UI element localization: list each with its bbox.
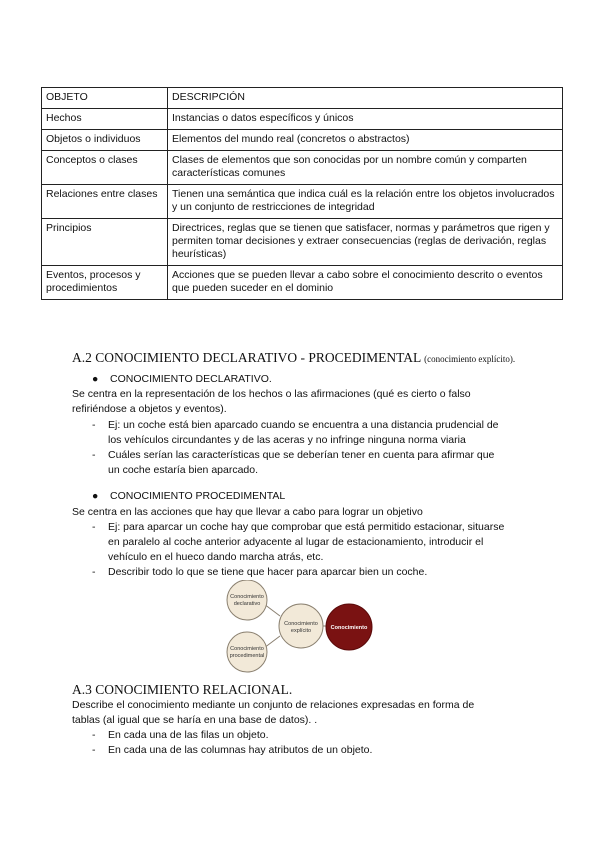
table-cell-descripcion: Acciones que se pueden llevar a cabo sobre el conocimiento descrito o eventos que pueden suceder en el dominio: [168, 266, 563, 300]
bullet-dot-icon: ●: [92, 490, 99, 502]
procedimental-paragraph: Se centra en las acciones que hay que llevar a cabo para lograr un objetivo: [72, 506, 423, 518]
list-item-line: vehículo en el hueco dando marcha atrás, etc.: [108, 551, 324, 563]
node-explicito-label-2: explícito: [290, 628, 312, 634]
table-cell-objeto: Principios: [42, 219, 168, 266]
node-procedimental: [227, 632, 267, 672]
dash-icon: -: [92, 744, 96, 756]
table-cell-descripcion: Clases de elementos que son conocidas por un nombre común y comparten características comunes: [168, 151, 563, 185]
knowledge-objects-table: [41, 87, 563, 300]
node-explicito-label-1: Conocimiento: [284, 621, 318, 627]
paragraph-line: Describe el conocimiento mediante un conjunto de relaciones expresadas en forma de: [72, 699, 475, 711]
table-cell-objeto: Eventos, procesos y procedimientos: [42, 266, 168, 300]
node-conocimiento-label: Conocimiento: [330, 625, 368, 631]
section-a3-heading: A.3 CONOCIMIENTO RELACIONAL.: [72, 682, 293, 697]
bullet-procedimental: [92, 490, 285, 502]
table-row: [42, 219, 563, 266]
paragraph-line: refiriéndose a objetos y eventos).: [72, 403, 227, 415]
bullet-declarativo: [92, 373, 272, 385]
table-cell-descripcion: Directrices, reglas que se tienen que satisfacer, normas y parámetros que rigen y permiten tomar decisiones y extraer consecuencias (reglas de derivación, reglas heurísticas): [168, 219, 563, 266]
list-item-line: Ej: un coche está bien aparcado cuando se encuentra a una distancia prudencial de: [108, 419, 499, 431]
dash-icon: -: [92, 566, 96, 578]
table-row: [42, 185, 563, 219]
table-row: [42, 151, 563, 185]
node-explicito: [279, 604, 323, 648]
list-item-line: Describir todo lo que se tiene que hacer para aparcar bien un coche.: [108, 566, 428, 578]
table-header-row: [42, 88, 563, 109]
node-declarativo-label-2: declarativo: [233, 601, 261, 607]
paragraph-line: Se centra en la representación de los hechos o las afirmaciones (qué es cierto o falso: [72, 388, 471, 400]
bullet-label: CONOCIMIENTO DECLARATIVO.: [110, 373, 272, 385]
table-cell-descripcion: Elementos del mundo real (concretos o abstractos): [168, 130, 563, 151]
table-cell-descripcion: Instancias o datos específicos y únicos: [168, 109, 563, 130]
node-conocimiento: [326, 604, 372, 650]
bullet-dot-icon: ●: [92, 373, 99, 385]
node-procedimental-label-1: Conocimiento: [230, 646, 264, 652]
table-cell-descripcion: Tienen una semántica que indica cuál es la relación entre los objetos involucrados y un conjunto de restricciones de integridad: [168, 185, 563, 219]
paragraph-line: tablas (al igual que se haría en una base de datos). .: [72, 714, 318, 726]
table-cell-objeto: Relaciones entre clases: [42, 185, 168, 219]
knowledge-diagram: [222, 580, 382, 675]
node-declarativo: [227, 580, 267, 620]
dash-icon: -: [92, 449, 96, 461]
list-item-line: en paralelo al coche anterior adyacente al lugar de estacionamiento, introducir el: [108, 536, 484, 548]
table-row: [42, 109, 563, 130]
section-a2-heading: [72, 350, 515, 366]
header-cell-descripcion: DESCRIPCIÓN: [168, 88, 563, 109]
relacional-paragraph: [72, 698, 474, 728]
list-item-line: En cada una de las columnas hay atributos de un objeto.: [108, 744, 373, 756]
section-a2-note: (conocimiento explícito).: [424, 354, 516, 364]
node-procedimental-label-2: procedimental: [229, 653, 265, 659]
list-item-line: Cuáles serían las características que se deberían tener en cuenta para afirmar que: [108, 449, 495, 461]
table-cell-objeto: Objetos o individuos: [42, 130, 168, 151]
node-declarativo-circle: [227, 580, 267, 620]
header-cell-objeto: OBJETO: [42, 88, 168, 109]
table-row: [42, 266, 563, 300]
dash-icon: -: [92, 521, 96, 533]
table-cell-objeto: Hechos: [42, 109, 168, 130]
list-item-line: Ej: para aparcar un coche hay que comprobar que está permitido estacionar, situarse: [108, 521, 505, 533]
table-cell-objeto: Conceptos o clases: [42, 151, 168, 185]
declarativo-paragraph: [72, 387, 471, 417]
dash-icon: -: [92, 419, 96, 431]
list-item-line: los vehículos circundantes y de las aceras y no infringe ninguna norma viaria: [108, 434, 466, 446]
node-procedimental-circle: [227, 632, 267, 672]
node-declarativo-label-1: Conocimiento: [230, 594, 264, 600]
list-item-line: En cada una de las filas un objeto.: [108, 729, 269, 741]
bullet-label: CONOCIMIENTO PROCEDIMENTAL: [110, 490, 286, 502]
section-a2-title: A.2 CONOCIMIENTO DECLARATIVO - PROCEDIMENTAL: [72, 350, 421, 365]
list-item-line: un coche estaría bien aparcado.: [108, 464, 259, 476]
dash-icon: -: [92, 729, 96, 741]
table-row: [42, 130, 563, 151]
